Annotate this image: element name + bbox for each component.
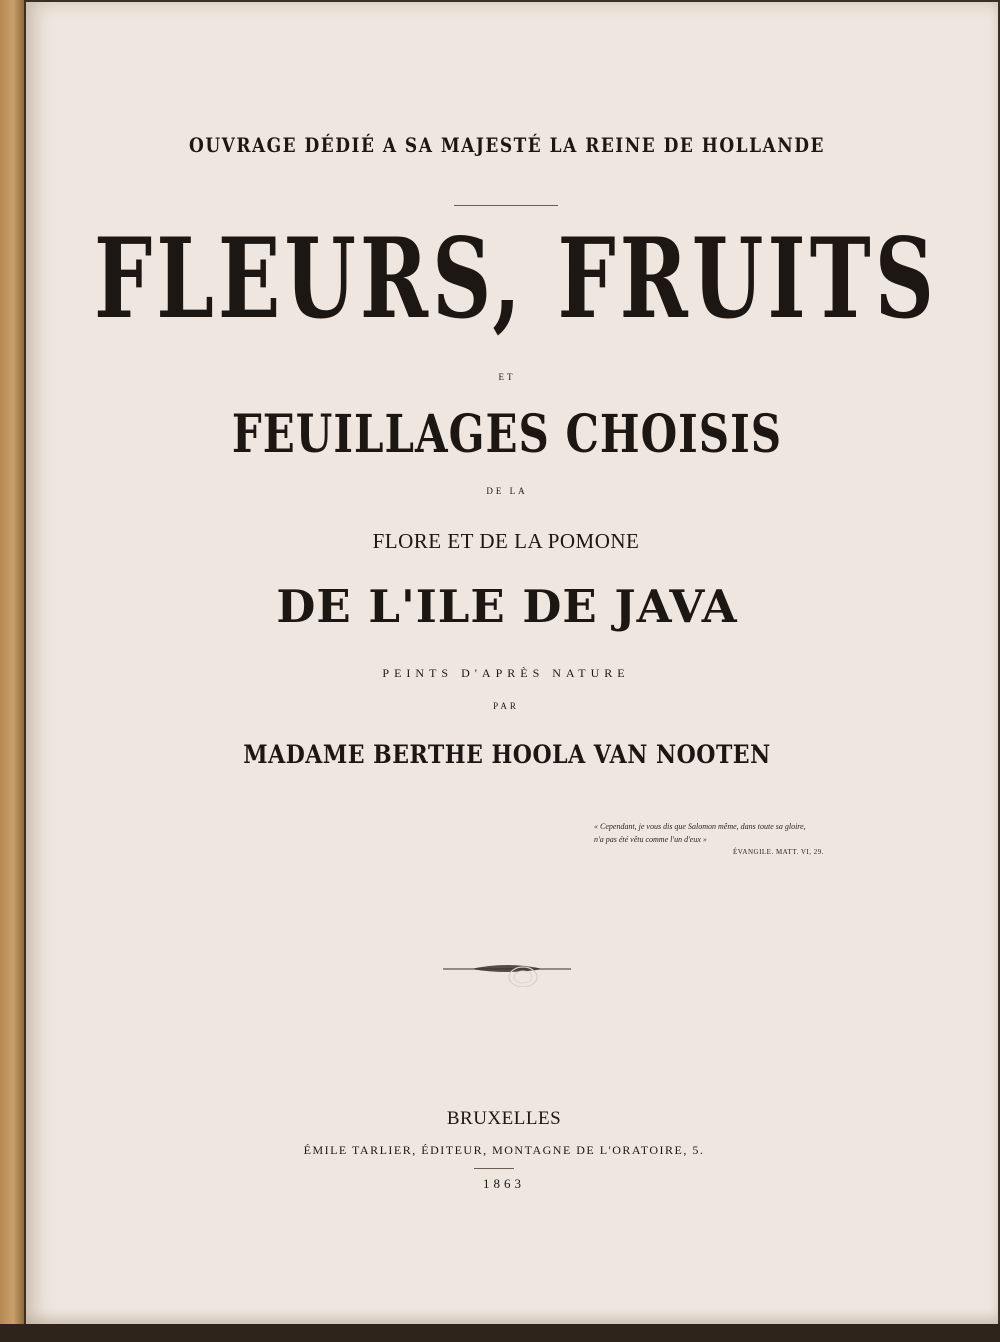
- title-flore: FLORE ET DE LA POMONE: [372, 529, 640, 553]
- title-page: [26, 2, 998, 1324]
- connector-par: PAR: [493, 701, 519, 711]
- epigraph-reference: ÉVANGILE. MATT. VI, 29.: [732, 848, 824, 856]
- imprint-year: 1863: [483, 1176, 525, 1191]
- ornament-divider-icon: [443, 957, 571, 987]
- author-name: MADAME BERTHE HOOLA VAN NOOTEN: [243, 740, 771, 770]
- epigraph-line-1: « Cependant, je vous dis que Salomon même, dans toute sa gloire,: [594, 822, 806, 831]
- dedication-line: OUVRAGE DÉDIÉ A SA MAJESTÉ LA REINE DE HOLLANDE: [189, 134, 825, 158]
- connector-et: ET: [498, 372, 516, 382]
- main-title: FLEURS, FRUITS: [94, 214, 938, 345]
- imprint-publisher: ÉMILE TARLIER, ÉDITEUR, MONTAGNE DE L'ORATOIRE, 5.: [303, 1143, 705, 1157]
- title-java: DE L'ILE DE JAVA: [276, 580, 738, 633]
- divider-rule: [454, 205, 558, 206]
- epigraph-line-2: n'a pas été vêtu comme l'un d'eux »: [594, 835, 707, 844]
- year-rule: [474, 1168, 514, 1169]
- epigraph: [594, 820, 824, 859]
- connector-de-la: DE LA: [486, 486, 528, 496]
- title-feuillages: FEUILLAGES CHOISIS: [231, 403, 783, 465]
- imprint-city: BRUXELLES: [446, 1108, 562, 1129]
- subtitle-peints: PEINTS D'APRÈS NATURE: [382, 666, 630, 680]
- scan-bottom-edge: [0, 1324, 1000, 1342]
